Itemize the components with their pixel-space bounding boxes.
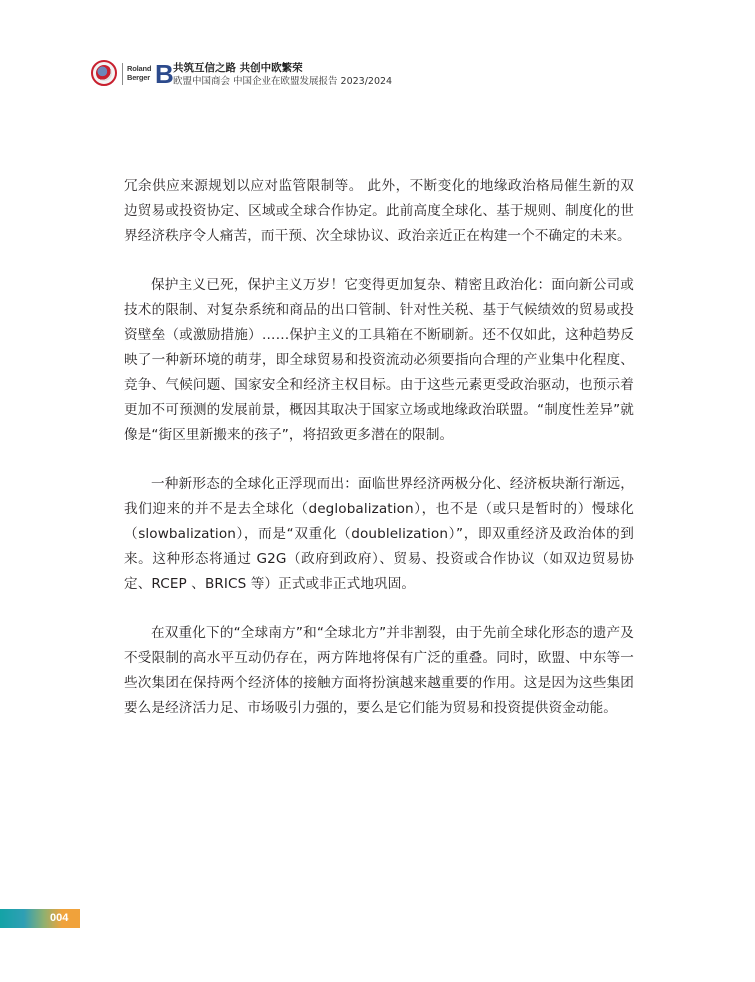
- header-titles: [173, 62, 392, 88]
- paragraph-3: 一种新形态的全球化正浮现而出：面临世界经济两极分化、经济板块渐行渐远，我们迎来的并不是去全球化（deglobalization），也不是（或只是暂时的）慢球化（slowbalization），而是“双重化（doublelization）”，即双重经济及政治体的到来。这种形态将通过 G2G（政府到政府）、贸易、投资或合作协议（如双边贸易协定、RCEP 、BRICS 等）正式或非正式地巩固。: [124, 476, 634, 592]
- paragraph-1: 冗余供应来源规划以应对监管限制等。 此外，不断变化的地缘政治格局催生新的双边贸易或投资协定、区域或全球合作协定。此前高度全球化、基于规则、制度化的世界经济秩序令人痛苦，而干预、次全球协议、政治亲近正在构建一个不确定的未来。: [124, 178, 634, 244]
- logo-divider: [122, 63, 123, 85]
- roland-berger-b-mark: B: [155, 59, 173, 89]
- report-subtitle: 欧盟中国商会 中国企业在欧盟发展报告 2023/2024: [173, 76, 393, 87]
- chamber-emblem-logo: [91, 60, 117, 86]
- paragraph-4: 在双重化下的“全球南方”和“全球北方”并非割裂，由于先前全球化形态的遗产及不受限制的高水平互动仍存在，两方阵地将保有广泛的重叠。同时，欧盟、中东等一些次集团在保持两个经济体的接触方面将扮演越来越重要的作用。这是因为这些集团要么是经济活力足、市场吸引力强的，要么是它们能为贸易和投资提供资金动能。: [124, 625, 634, 716]
- page-number: 004: [50, 912, 69, 924]
- logo-text-line-2: Berger: [127, 73, 150, 82]
- report-title: 共筑互信之路 共创中欧繁荣: [173, 62, 303, 74]
- paragraph-2: 保护主义已死，保护主义万岁！它变得更加复杂、精密且政治化：面向新公司或技术的限制、对复杂系统和商品的出口管制、针对性关税、基于气候绩效的贸易或投资壁垒（或激励措施）……保护主义的工具箱在不断刷新。还不仅如此，这种趋势反映了一种新环境的萌芽，即全球贸易和投资流动必须要指向合理的产业集中化程度、竞争、气候问题、国家安全和经济主权目标。由于这些元素更受政治驱动，也预示着更加不可预测的发展前景，概因其取决于国家立场或地缘政治联盟。“制度性差异”就像是“街区里新搬来的孩子”，将招致更多潜在的限制。: [124, 277, 634, 443]
- logo-text-line-1: Roland: [127, 64, 152, 73]
- roland-berger-logo: [127, 64, 157, 82]
- body-text: [124, 174, 634, 721]
